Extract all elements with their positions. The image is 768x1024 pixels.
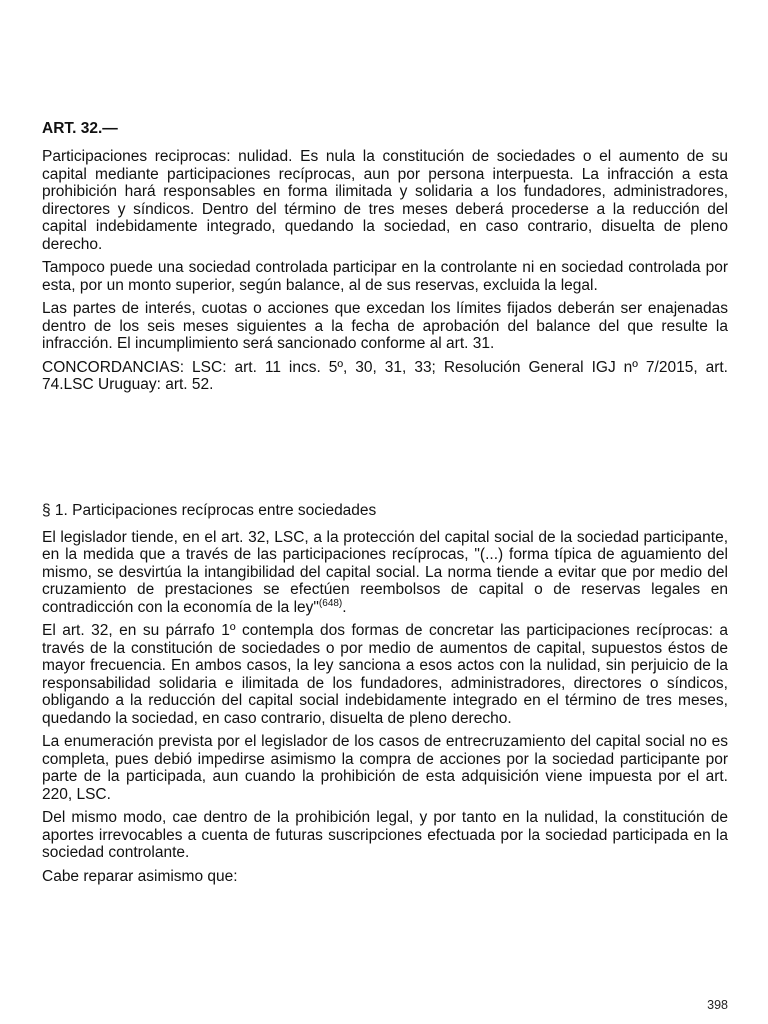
- section-paragraph-3: La enumeración prevista por el legislador de los casos de entrecruzamiento del capital social no es completa, pues debió impedirse asimismo la compra de acciones por la sociedad participante por parte de la participada, aun cuando la prohibición de esta adquisición viene impuesta por el art. 220, LSC.: [42, 733, 728, 803]
- footnote-reference: (648): [318, 597, 343, 609]
- article-paragraph-3: Las partes de interés, cuotas o acciones que excedan los límites fijados deberán ser enajenadas dentro de los seis meses siguientes a la fecha de aprobación del balance del que resulte la infracción. El incumplimiento será sancionado conforme al art. 31.: [42, 300, 728, 352]
- article-paragraph-1: Participaciones reciprocas: nulidad. Es nula la constitución de sociedades o el aumento de su capital mediante participaciones recíprocas, aun por persona interpuesta. La infracción a esta prohibición hará responsables en forma ilimitada y solidaria a los fundadores, administradores, directores y síndicos. Dentro del término de tres meses deberá procederse a la reducción del capital indebidamente integrado, quedando la sociedad, en caso contrario, disuelta de pleno derecho.: [42, 148, 728, 253]
- section-spacer: [42, 400, 728, 502]
- section-paragraph-1-end: .: [342, 598, 347, 616]
- section-paragraph-4: Del mismo modo, cae dentro de la prohibición legal, y por tanto en la nulidad, la constitución de aportes irrevocables a cuenta de futuras suscripciones efectuada por la sociedad participada en la sociedad controlante.: [42, 809, 728, 861]
- section-paragraph-1: [42, 529, 728, 617]
- section-paragraph-5: Cabe reparar asimismo que:: [42, 867, 238, 885]
- concordancias-paragraph: CONCORDANCIAS: LSC: art. 11 incs. 5º, 30, 31, 33; Resolución General IGJ nº 7/2015, art. 74.LSC Uruguay: art. 52.: [42, 358, 728, 393]
- document-page: [42, 120, 728, 891]
- section-title: § 1. Participaciones recíprocas entre sociedades: [42, 501, 377, 519]
- page-number: 398: [707, 998, 728, 1012]
- article-paragraph-2: Tampoco puede una sociedad controlada participar en la controlante ni en sociedad controlada por esta, por un monto superior, según balance, al de sus reservas, excluida la legal.: [42, 259, 728, 294]
- section-paragraph-2: El art. 32, en su párrafo 1º contempla dos formas de concretar las participaciones recíprocas: a través de la constitución de sociedades o por medio de aumentos de capital, supuestos éstos de mayor frecuencia. En ambos casos, la ley sanciona a esos actos con la nulidad, sin perjuicio de la responsabilidad solidaria e ilimitada de los fundadores, administradores, directores o síndicos, obligando a la reducción del capital social indebidamente integrado en el término de tres meses, quedando la sociedad, en caso contrario, disuelta de pleno derecho.: [42, 622, 728, 727]
- section-paragraph-1-text: El legislador tiende, en el art. 32, LSC, a la protección del capital social de la sociedad participante, en la medida que a través de las participaciones recíprocas, "(...) forma típica de aguamiento del mismo, se desvirtúa la intangibilidad del capital social. La norma tiende a evitar que por medio del cruzamiento de prestaciones se efectúen reembolsos de capital o de reservas legales en contradicción con la economía de la ley": [42, 528, 728, 616]
- article-heading: ART. 32.—: [42, 120, 118, 137]
